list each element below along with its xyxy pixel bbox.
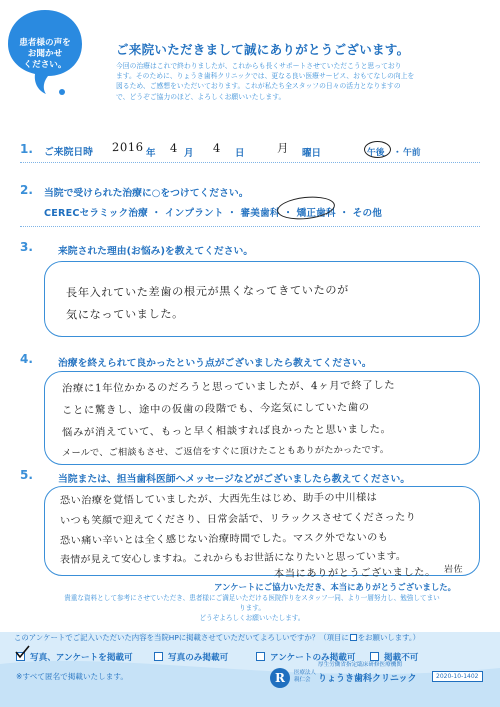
divider (20, 162, 480, 163)
option-other: その他 (352, 208, 383, 219)
q5-answer-line: 恐い痛い辛いとは全く感じない治療時間でした。マスク外でないのも (59, 532, 389, 547)
option-ortho: 矯正歯科 (296, 208, 336, 219)
q3-question: 来院された理由(お悩み)を教えてください。 (58, 246, 254, 257)
q4-number: 4. (20, 352, 33, 366)
clinic-name: りょうき歯科クリニック (318, 674, 417, 684)
q1-weekday-unit: 曜日 (302, 148, 322, 159)
q4-answer-line: メールで、ご相談もさせ、ご返信をすぐに頂けたこともありがたかったです。 (61, 444, 390, 459)
checkbox[interactable] (154, 652, 163, 661)
option-cerec: CERECセラミック治療 (44, 208, 148, 219)
q1-am: 午前 (403, 148, 421, 158)
q3-answer-line: 長年入れていた差歯の根元が黒くなってきていたのが (65, 283, 349, 300)
q1-weekday: 月 (276, 140, 290, 156)
clinic-logo: R (270, 668, 290, 688)
anonymous-note: ※すべて匿名で掲載いたします。 (16, 672, 128, 681)
consent-option-survey[interactable]: アンケートのみ掲載可 (256, 651, 355, 663)
q3-number: 3. (20, 240, 33, 254)
form-code: 2020-10-1402 (432, 671, 483, 682)
q1-month-unit: 月 (184, 148, 194, 159)
q5-answer-line: いつも笑顔で迎えてくださり、日常会話で、リラックスさせてくださったり (59, 512, 417, 527)
checkbox[interactable] (256, 652, 265, 661)
clinic-org: 医療法人 親仁会 (294, 670, 317, 683)
thanks-title: アンケートにご協力いただき、本当にありがとうございました。 (214, 582, 457, 592)
q2-number: 2. (20, 183, 33, 197)
q5-number: 5. (20, 468, 33, 482)
q1-label: ご来院日時 (44, 147, 93, 158)
q4-answer-line: ことに驚きし、途中の仮歯の段階でも、今迄気にしていた歯の (61, 401, 370, 417)
q4-answer-line: 治療に1年位かかるのだろうと思っていましたが、4ヶ月で終了した (61, 379, 396, 395)
q4-question: 治療を終えられて良かったという点がございましたら教えてください。 (58, 358, 372, 369)
q5-question: 当院または、担当歯科医師へメッセージなどがございましたら教えてください。 (58, 474, 411, 485)
q1-sep: ・ (393, 148, 402, 158)
check-mark-icon (14, 644, 30, 660)
thanks-body: 貴重な資料として参考にさせていただき、患者様にご満足いただける医院作りをスタッフ一同、より一層努力し、勉強してまいります。 どうぞよろしくお願いいたします。 (64, 594, 440, 622)
option-implant: インプラント (164, 208, 224, 219)
signature: 岩佐 (443, 564, 464, 576)
page-title: ご来院いただきまして誠にありがとうございます。 (116, 42, 410, 57)
q5-answer-line: 表情が見えて安心しますね。これからもお世話になりたいと思っています。 (59, 551, 407, 566)
q2-options: CERECセラミック治療 ・ インプラント ・ 審美歯科 ・ 矯正歯科 ・ その他 (44, 208, 383, 219)
q5-answer-line: 恐い治療を覚悟していましたが、大西先生はじめ、助手の中川様は (59, 492, 378, 507)
q1-month: 4 (169, 140, 178, 156)
q5-answer-line: 本当にありがとうございました。 (273, 567, 436, 580)
consent-option-none[interactable]: 掲載不可 (370, 651, 418, 663)
q1-day-unit: 日 (235, 148, 245, 159)
q1-number: 1. (20, 142, 33, 156)
intro-text: 今回の治療はこれで終わりましたが、これからも長くサポートさせていただこうと思っており ます。そのために、りょうき歯科クリニックでは、更なる良い医療サービス、おもてなしの向上を 図るため、ご感想をいただいております。これが私たち全スタッフの日々の活力となりますの で、どうぞご協力のほど、よろしくお願いいたします。 (116, 62, 415, 101)
consent-option-photo-survey[interactable]: 写真、アンケートを掲載可 (16, 651, 133, 663)
footer-band (0, 632, 500, 707)
clinic-certification: 厚生労働省指定臨床研修医療機関 (318, 662, 402, 668)
option-cosmetic: 審美歯科 (240, 208, 280, 219)
q1-year-unit: 年 (146, 148, 156, 159)
consent-option-photo[interactable]: 写真のみ掲載可 (154, 651, 228, 663)
q3-answer-line: 気になっていました。 (65, 307, 184, 322)
q1-day: 4 (212, 140, 221, 156)
q1-pm: 午後 (367, 148, 385, 158)
q1-year: 2016 (111, 139, 144, 155)
consent-question: このアンケートでご記入いただいた内容を当院HPに掲載させていただいてよろしいですか？（項目に をお願いします。） (14, 633, 420, 642)
bubble-text: 患者様の声を お聞かせ ください。 (19, 38, 71, 70)
divider (20, 226, 480, 227)
q2-question: 当院で受けられた治療に○をつけてください。 (44, 188, 249, 199)
q4-answer-line: 悩みが消えていて、もっと早く相談すれば良かったと思いました。 (61, 423, 392, 439)
